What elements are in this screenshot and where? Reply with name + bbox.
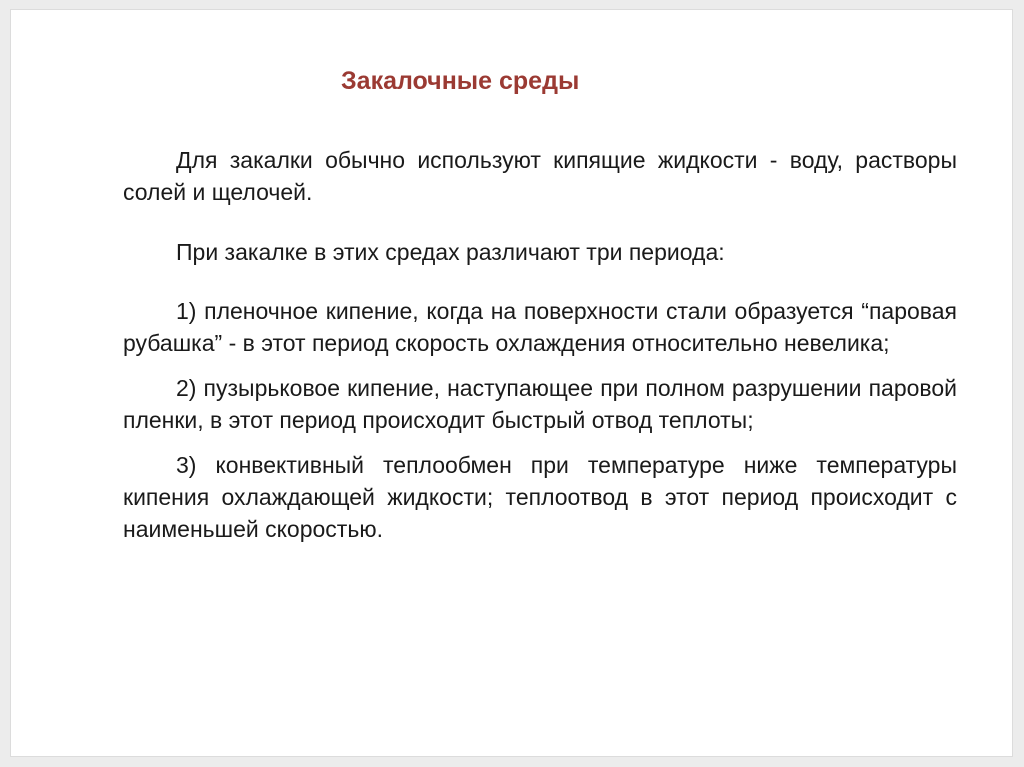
period-item-1: 1) пленочное кипение, когда на поверхности стали образуется “паровая рубашка” - в этот период скорость охлаждения относительно невелика; bbox=[123, 298, 957, 356]
slide bbox=[10, 9, 1013, 757]
slide-title: Закалочные среды bbox=[341, 67, 580, 95]
period-item-3: 3) конвективный теплообмен при температуре ниже температуры кипения охлаждающей жидкости; теплоотвод в этот период происходит с наименьшей скоростью. bbox=[123, 452, 957, 542]
periods-paragraph: При закалке в этих средах различают три периода: bbox=[176, 239, 725, 265]
intro-paragraph: Для закалки обычно используют кипящие жидкости - воду, растворы солей и щелочей. bbox=[123, 147, 957, 205]
slide-body bbox=[123, 144, 957, 558]
period-item-2: 2) пузырьковое кипение, наступающее при полном разрушении паровой пленки, в этот период происходит быстрый отвод теплоты; bbox=[123, 375, 957, 433]
